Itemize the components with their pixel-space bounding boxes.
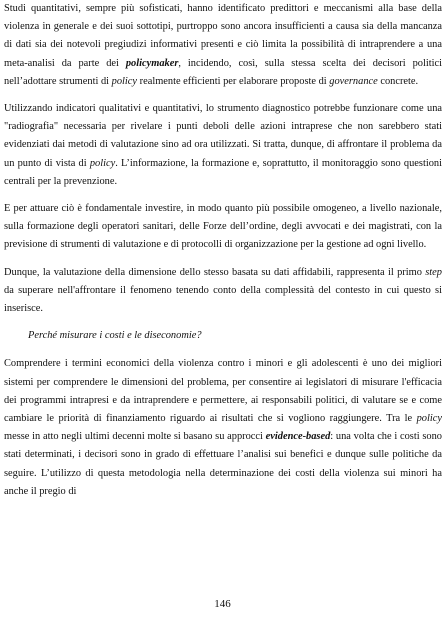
- text-run: Studi quantitativi, sempre più sofisticati, hanno identificato predittori e meccanismi alla base della violenza in generale e dei suoi sottotipi, purtroppo sono ancora insufficienti a causa sia della mancanza di dati sia dei notevoli pregiudizi informativi presenti e ciò limita la possibilità di intraprendere a una meta-analisi da parte dei: [4, 3, 442, 69]
- text-run: da superare nell'affrontare il fenomeno tenendo conto della complessità del contesto in cui questo si inserisce.: [4, 284, 442, 315]
- paragraph-1: [4, 0, 442, 91]
- emphasis-term: step: [425, 266, 442, 278]
- paragraph-3: [4, 200, 442, 255]
- emphasis-term: governance: [329, 75, 378, 87]
- strong-emphasis-term: policymaker: [125, 57, 179, 69]
- page-number: 146: [214, 598, 231, 610]
- text-run: concrete.: [377, 75, 419, 87]
- text-run: realmente efficienti per elaborare proposte di: [137, 75, 330, 87]
- paragraph-2: [4, 100, 442, 191]
- paragraph-5: [4, 355, 442, 501]
- emphasis-term: policy: [89, 157, 116, 169]
- section-subheading: Perché misurare i costi e le diseconomie?: [28, 330, 202, 342]
- text-run: . L’informazione, la formazione e, soprattutto, il monitoraggio sono questioni centrali per la prevenzione.: [4, 157, 442, 187]
- paragraph-4: [4, 264, 442, 319]
- text-run: E per attuare ciò è fondamentale investire, in modo quanto più possibile omogeneo, a livello nazionale, sulla formazione degli operatori sanitari, delle Forze dell’ordine, degli avvocati e dei magistrati, con la previsione di strumenti di valutazione e di protocolli di organizzazione per la gestione ad ogni livello.: [4, 203, 442, 251]
- text-run: Dunque, la valutazione della dimensione dello stesso basata su dati affidabili, rappresenta il primo: [4, 266, 426, 278]
- text-run: , incidendo, così, sulla stessa scelta dei decisori politici nell’adottare strumenti di: [4, 57, 443, 87]
- text-run: messe in atto negli ultimi decenni molte si basano su approcci: [4, 431, 266, 443]
- strong-emphasis-term: evidence-based: [265, 431, 331, 443]
- text-run: Comprendere i termini economici della violenza contro i minori e gli adolescenti è uno dei migliori sistemi per comprendere le dimensioni del problema, per consentire ai legislatori di misurare l'efficacia dei programmi intrapresi e da intraprendere e permettere, ai responsabili politici, di valutare se e come cambiare le priorità di finanziamento riguardo ai risultati che si vogliono raggiungere. Tra le: [4, 358, 442, 425]
- text-run: Utilizzando indicatori qualitativi e quantitativi, lo strumento diagnostico potrebbe funzionare come una "radiografia" necessaria per rivelare i punti deboli delle azioni intraprese che non sarebbero stati evidenziati dai metodi di valutazione sino ad ora utilizzati. Si tratta, dunque, di affrontare il problema da un punto di vista di: [4, 103, 442, 169]
- emphasis-term: policy: [416, 413, 442, 425]
- emphasis-term: policy: [111, 75, 138, 87]
- text-run: : una volta che i costi sono stati determinati, i decisori sono in grado di effettuare l’analisi sui benefici e dunque sulle politiche da seguire. L’utilizzo di questa metodologia nella determinazione dei costi della violenza sui minori ha anche il pregio di: [4, 431, 442, 497]
- body-text: [4, 0, 442, 510]
